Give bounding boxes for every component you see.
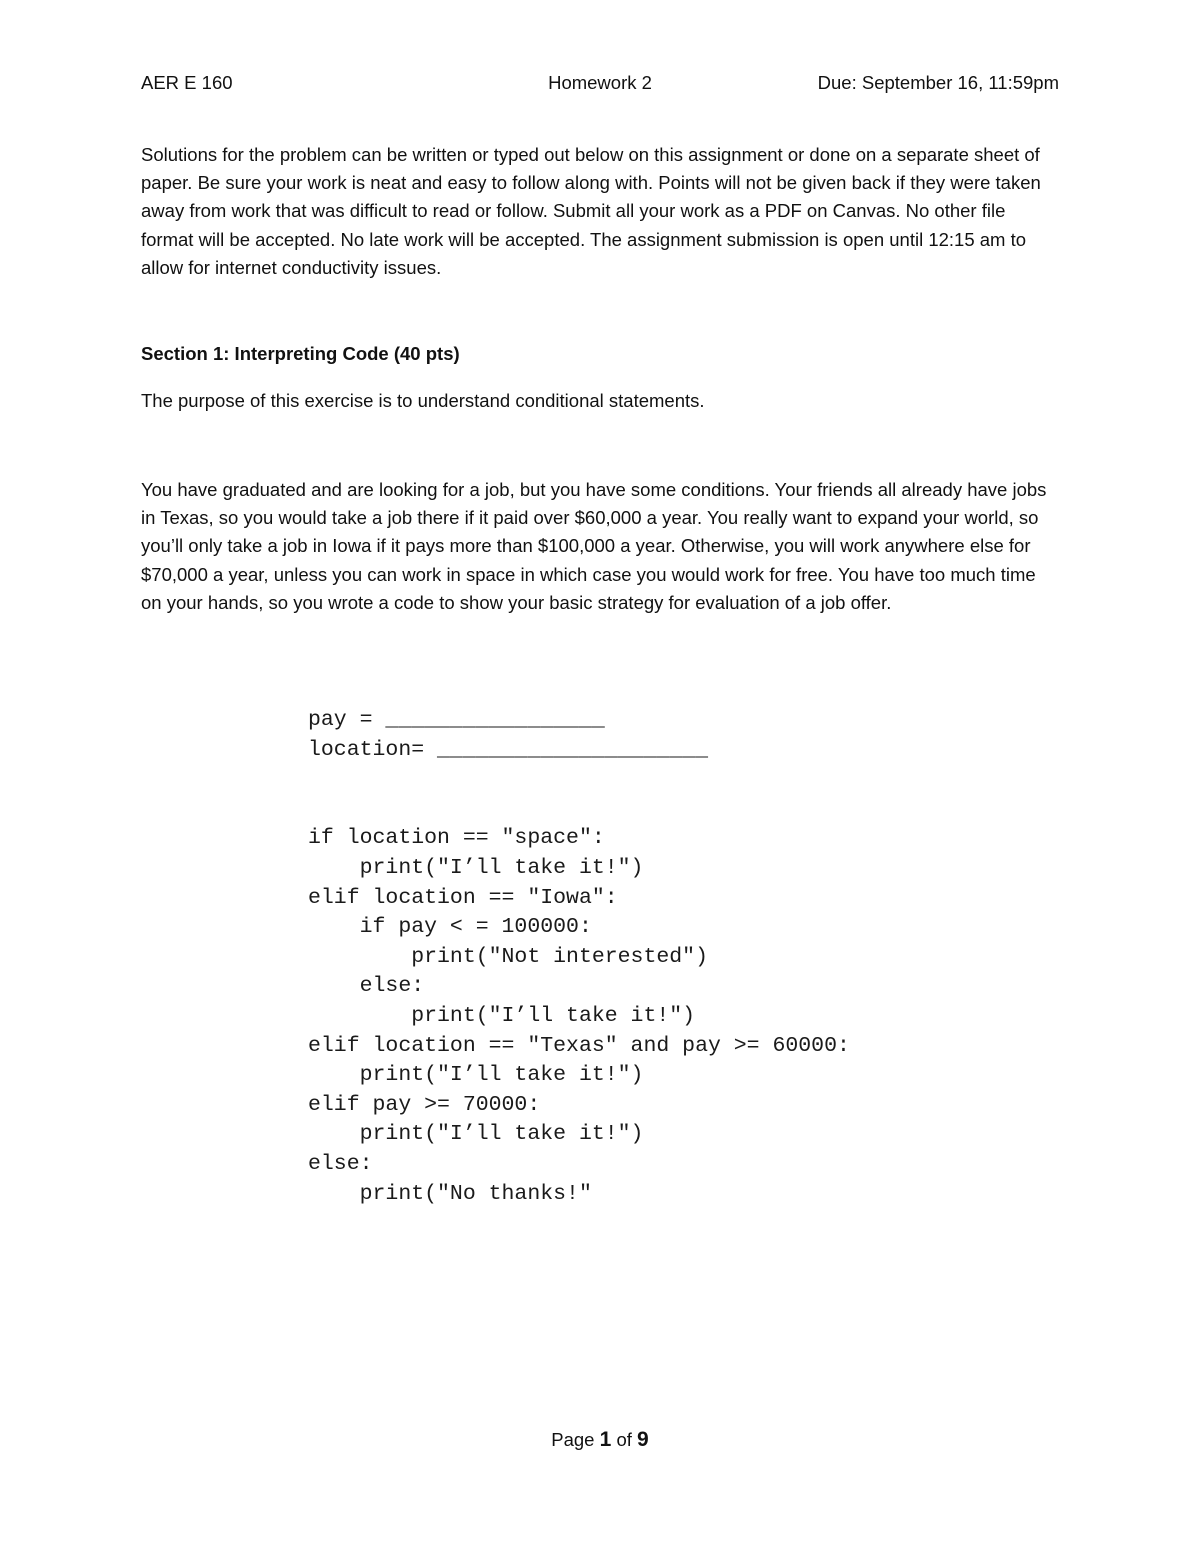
code-line xyxy=(308,795,850,825)
code-line: else: xyxy=(308,1151,373,1176)
page-header xyxy=(141,72,1059,102)
page-word: Page xyxy=(551,1429,595,1450)
homework-title: Homework 2 xyxy=(548,72,652,93)
code-line: print("I’ll take it!") xyxy=(308,1122,644,1147)
code-line: pay = _________________ xyxy=(308,708,605,732)
page-total: 9 xyxy=(637,1428,649,1451)
code-line: if pay < = 100000: xyxy=(308,915,592,940)
page-footer xyxy=(0,1428,1200,1452)
page-current: 1 xyxy=(599,1428,612,1451)
code-line: if location == "space": xyxy=(308,826,605,851)
code-line: print("No thanks!" xyxy=(308,1181,592,1206)
section-heading: Section 1: Interpreting Code (40 pts) xyxy=(141,343,460,364)
code-line: print("I’ll take it!") xyxy=(308,1063,644,1088)
code-line: elif location == "Texas" and pay >= 60000: xyxy=(308,1033,850,1058)
code-line: print("I’ll take it!") xyxy=(308,855,644,880)
purpose-paragraph: The purpose of this exercise is to understand conditional statements. xyxy=(141,390,705,411)
code-line: location= _____________________ xyxy=(308,737,708,762)
code-line: print("Not interested") xyxy=(308,944,708,969)
of-word: of xyxy=(616,1429,632,1450)
due-date: Due: September 16, 11:59pm xyxy=(817,72,1059,93)
course-code: AER E 160 xyxy=(141,72,233,93)
code-line: print("I’ll take it!") xyxy=(308,1003,696,1028)
intro-paragraph: Solutions for the problem can be written or typed out below on this assignment or done on a separate sheet of paper. Be sure your work is neat and easy to follow along with. Points will not be given back if they were taken away from work that was difficult to read or follow. Submit all your work as a PDF on Canvas. No other file format will be accepted. No late work will be accepted. The assignment submission is open until 12:15 am to allow for internet conductivity issues. xyxy=(141,144,1041,278)
code-listing xyxy=(308,706,850,1209)
code-line: elif location == "Iowa": xyxy=(308,885,618,910)
code-line xyxy=(308,765,850,795)
code-line: elif pay >= 70000: xyxy=(308,1092,541,1117)
scenario-paragraph: You have graduated and are looking for a job, but you have some conditions. Your friends all already have jobs in Texas, so you would take a job there if it paid over $60,000 a year. You really want to expand your world, so you’ll only take a job in Iowa if it pays more than $100,000 a year. Otherwise, you will work anywhere else for $70,000 a year, unless you can work in space in which case you would work for free. You have too much time on your hands, so you wrote a code to show your basic strategy for evaluation of a job offer. xyxy=(141,479,1047,613)
code-line: else: xyxy=(308,974,425,999)
